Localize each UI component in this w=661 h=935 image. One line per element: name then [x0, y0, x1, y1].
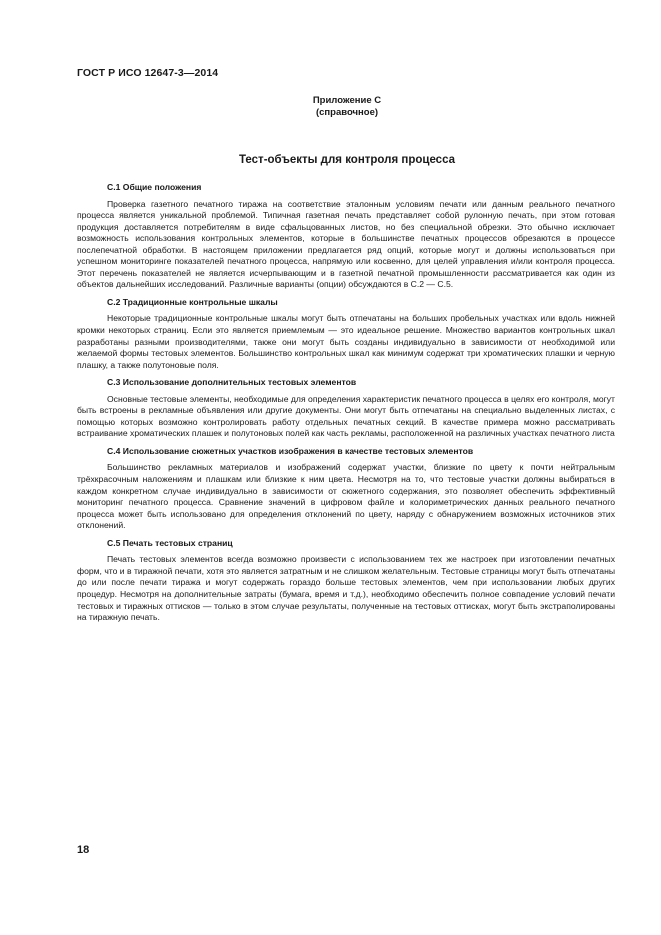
section-title: С.3 Использование дополнительных тестовых элементов — [107, 377, 357, 388]
annex-label: Приложение С — [312, 95, 382, 106]
section-title: С.5 Печать тестовых страниц — [107, 537, 233, 548]
page-number: 18 — [77, 844, 90, 856]
section-c4 — [77, 446, 615, 532]
document-header: ГОСТ Р ИСО 12647-3—2014 — [77, 67, 219, 79]
section-title: С.2 Традиционные контрольные шкалы — [107, 296, 278, 307]
page-title: Тест-объекты для контроля процесса — [238, 154, 456, 166]
document-body — [77, 182, 615, 630]
section-c1 — [77, 182, 615, 291]
section-c5 — [77, 538, 615, 624]
section-paragraph: Проверка газетного печатного тиража на соответствие эталонным условиям печати или данным реального печатного процесса является уникальной проблемой. Типичная газетная печать представляет собой рулонную печать, при этом готовая продукция доставляется потребителям в виде сфальцованных листов, но без специальной обрезки. Это обычно исключает возможность использования контрольных элементов, которые в большинстве печатных процессов обрезаются в процессе послепечатной обработки. В настоящем приложении предлагается ряд опций, которые могут и должны использоваться при успешном мониторинге показателей печатного процесса, напрямую или косвенно, для целей управления и/или контроля процесса. Этот перечень показателей не является исчерпывающим и в газетной печатной промышленности рассматривается как один из объектов дальнейших исследований. Различные варианты (опции) обсуждаются в С.2 — С.5. — [77, 198, 615, 290]
annex-type: (справочное) — [315, 107, 379, 118]
section-paragraph: Большинство рекламных материалов и изображений содержат участки, близкие по цвету к почти нейтральным трёхкрасочным наложениям и плашкам или близкие к ним цвета. Несмотря на то, что тестовые участки должны выбираться в каждом конкретном случае индивидуально в зависимости от сюжетного содержания, это позволяет обеспечить эффективный мониторинг печатного процесса. Сравнение значений в цифровом файле и колориметрических данных реального печатного процесса может быть использовано для определения отклонений по цвету, наряду с обнаружением возможных источников этих отклонений. — [77, 462, 615, 531]
section-paragraph: Основные тестовые элементы, необходимые для определения характеристик печатного процесса в целях его контроля, могут быть встроены в рекламные объявления или другие документы. Они могут быть отпечатаны на специально выделенных листах, с помощью которых возможно контролировать работу отдельных печатных секций. В качестве примера можно рассматривать встраивание хроматических плашек и полутоновых полей как часть рекламы, расположенной на различных участках печатного листа — [77, 393, 615, 439]
section-paragraph: Печать тестовых элементов всегда возможно произвести с использованием тех же настроек при изготовлении печатных форм, что и в тиражной печати, хотя это является затратным и не слишком желательным. Тестовые страницы могут быть отпечатаны до или после печати тиража и могут содержать гораздо больше тестовых элементов, чем при использовании любых других процедур. Несмотря на дополнительные затраты (бумага, время и т.д.), необходимо обеспечить полное совпадение условий печати тестовых и тиражных оттисков — только в этом случае результаты, полученные на тестовых оттисках, могут быть экстраполированы на тиражную печать. — [77, 554, 615, 623]
annex-heading — [0, 95, 661, 119]
section-title: С.4 Использование сюжетных участков изображения в качестве тестовых элементов — [107, 445, 474, 456]
section-paragraph: Некоторые традиционные контрольные шкалы могут быть отпечатаны на больших пробельных участках или вдоль нижней кромки некоторых страниц. Если это является приемлемым — это идеальное решение. Множество вариантов контрольных шкал разработаны разными производителями, также они могут быть созданы индивидуально в зависимости от необходимой или желаемой формы тестовых элементов. Большинство контрольных шкал как минимум содержат три хроматических плашки и черную плашку, а также полутоновые поля. — [77, 313, 615, 370]
section-title: С.1 Общие положения — [107, 182, 202, 192]
section-c3 — [77, 377, 615, 440]
section-c2 — [77, 297, 615, 371]
